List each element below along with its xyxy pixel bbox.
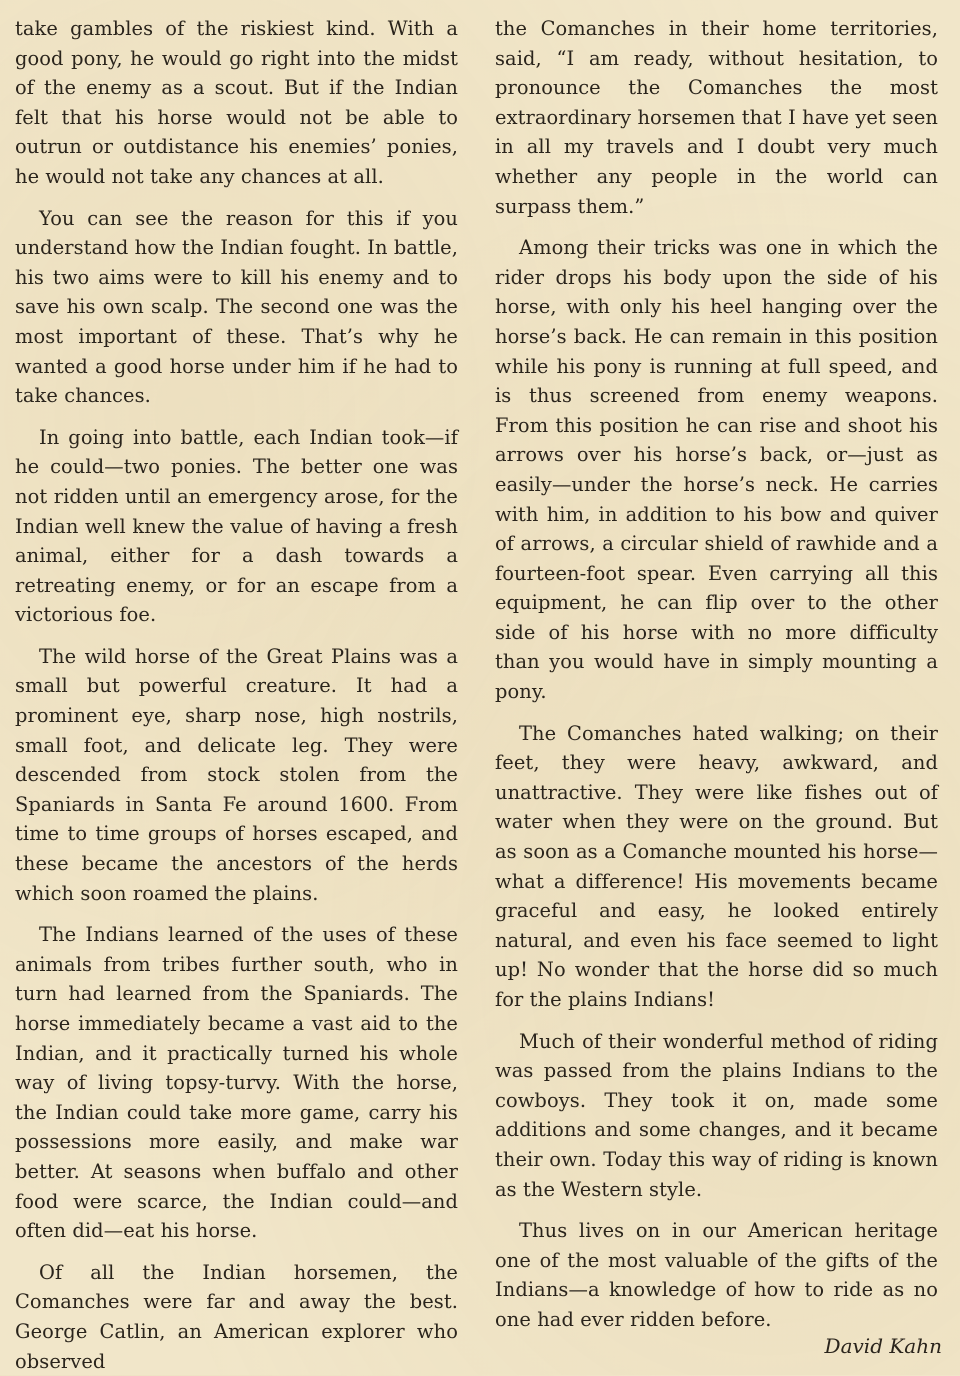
paragraph: take gambles of the riskiest kind. With a good pony, he would go right into the midst of the enemy as a scout. But if the Indian felt that his horse would not be able to outrun or outdistance his enemies’ ponies, he would not take any chances at all. <box>15 17 458 188</box>
paragraph: Of all the Indian horsemen, the Comanches were far and away the best. George Catlin, an American explorer who observed <box>15 1260 458 1373</box>
paragraph: The Comanches hated walking; on their feet, they were heavy, awkward, and unattractive. They were like fishes out of water when they were on the ground. But as soon as a Comanche mounted his horse—what a difference! His movements became graceful and easy, he looked entirely natural, and even his face seemed to light up! No wonder that the horse did so much for the plains Indians! <box>495 721 938 1011</box>
left-column <box>15 14 458 1376</box>
paragraph: You can see the reason for this if you understand how the Indian fought. In battle, his two aims were to kill his enemy and to save his own scalp. The second one was the most important of these. That’s why he wanted a good horse under him if he had to take chances. <box>15 206 458 408</box>
paragraph: The wild horse of the Great Plains was a small but powerful creature. It had a prominent eye, sharp nose, high nostrils, small foot, and delicate leg. They were descended from stock stolen from the Spaniards in Santa Fe around 1600. From time to time groups of horses escaped, and these became the ancestors of the herds which soon roamed the plains. <box>15 644 458 905</box>
paragraph: Thus lives on in our American heritage one of the most valuable of the gifts of the Indians—a knowledge of how to ride as no one had ever ridden before. <box>495 1219 938 1331</box>
author-signature: David Kahn <box>824 1334 942 1358</box>
paragraph: In going into battle, each Indian took—if he could—two ponies. The better one was not ridden until an emergency arose, for the Indian well knew the value of having a fresh animal, either for a dash towards a retreating enemy, or for an escape from a victorious foe. <box>15 425 458 627</box>
paragraph: Much of their wonderful method of riding was passed from the plains Indians to the cowboys. They took it on, made some additions and some changes, and it became their own. Today this way of riding is known as the Western style. <box>495 1029 938 1201</box>
paragraph: the Comanches in their home territories, said, “I am ready, without hesitation, to pronounce the Comanches the most extraordinary horsemen that I have yet seen in all my travels and I doubt very much whether any people in the world can surpass them.” <box>495 17 938 218</box>
paragraph: The Indians learned of the uses of these animals from tribes further south, who in turn had learned from the Spaniards. The horse immediately became a vast aid to the Indian, and it practically turned his whole way of living topsy-turvy. With the horse, the Indian could take more game, carry his possessions more easily, and make war better. At seasons when buffalo and other food were scarce, the Indian could—and often did—eat his horse. <box>15 923 458 1243</box>
paragraph: Among their tricks was one in which the rider drops his body upon the side of his horse, with only his heel hanging over the horse’s back. He can remain in this position while his pony is running at full speed, and is thus screened from enemy weapons. From this position he can rise and shoot his arrows over his horse’s back, or—just as easily—under the horse’s neck. He carries with him, in addition to his bow and quiver of arrows, a circular shield of rawhide and a fourteen-foot spear. Even carrying all this equipment, he can flip over to the other side of his horse with no more difficulty than you would have in simply mounting a pony. <box>495 236 938 704</box>
right-column <box>495 14 938 1335</box>
